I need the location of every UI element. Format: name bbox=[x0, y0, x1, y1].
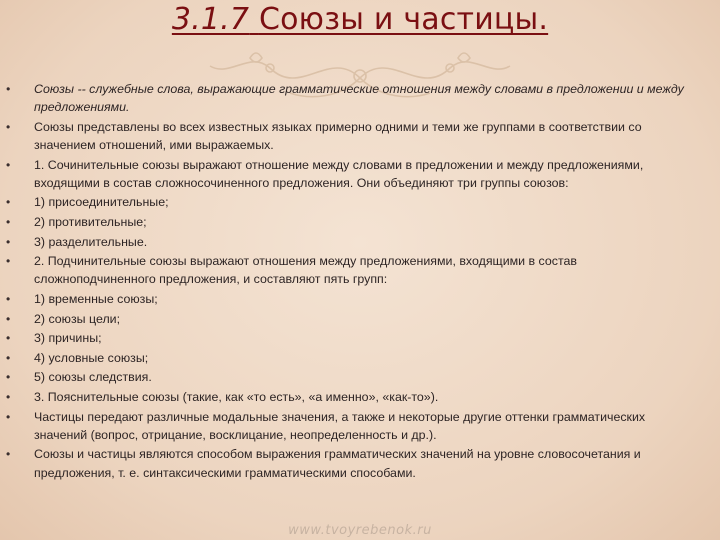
bullet-icon: • bbox=[6, 234, 11, 249]
list-item bbox=[0, 233, 720, 251]
list-item-text: 3) причины; bbox=[34, 331, 102, 346]
footer-watermark: www.tvoyrebenok.ru bbox=[288, 523, 432, 538]
list-item-text: Союзы представлены во всех известных языках примерно одними и теми же группами в соответствии со значением отношений, ими выражаемых. bbox=[34, 119, 642, 152]
list-item bbox=[0, 368, 720, 386]
bullet-icon: • bbox=[6, 311, 11, 326]
list-item-text: 1. Сочинительные союзы выражают отношение между словами в предложении и между предложениями, входящими в состав сложносочиненного предложения. Они объединяют три группы союзов: bbox=[34, 157, 644, 190]
bullet-icon: • bbox=[6, 82, 11, 96]
list-item bbox=[0, 156, 720, 192]
list-item bbox=[0, 290, 720, 308]
list-item-text: 4) условные союзы; bbox=[34, 350, 149, 365]
list-item bbox=[0, 349, 720, 367]
bullet-icon: • bbox=[6, 370, 11, 385]
bullet-icon: • bbox=[6, 157, 11, 172]
title-number: 3.1.7 bbox=[171, 2, 250, 37]
bullet-icon: • bbox=[6, 331, 11, 346]
bullet-icon: • bbox=[6, 409, 11, 424]
list-item-text: 3) разделительные. bbox=[34, 234, 148, 249]
list-item bbox=[0, 213, 720, 231]
list-item-text: 3. Пояснительные союзы (такие, как «то есть», «а именно», «как-то»). bbox=[34, 389, 439, 404]
list-item bbox=[0, 118, 720, 154]
list-item bbox=[0, 445, 720, 481]
bullet-icon: • bbox=[6, 350, 11, 365]
list-item-text: 2) противительные; bbox=[34, 214, 147, 229]
list-item-text: 2) союзы цели; bbox=[34, 311, 121, 326]
list-item-text: Союзы -- служебные слова, выражающие грамматические отношения между словами в предложении и между предложениями. bbox=[34, 82, 684, 115]
bullet-icon: • bbox=[6, 254, 11, 269]
list-item-text: Союзы и частицы являются способом выражения грамматических значений на уровне словосочетания и предложения, т. е. синтаксическими грамматическими способами. bbox=[34, 447, 641, 480]
title-text: Союзы и частицы. bbox=[258, 2, 549, 37]
list-item bbox=[0, 408, 720, 444]
list-item-text: 1) присоединительные; bbox=[34, 195, 169, 210]
bullet-icon: • bbox=[6, 214, 11, 229]
list-item bbox=[0, 329, 720, 347]
page-title bbox=[0, 2, 720, 37]
list-item-text: 2. Подчинительные союзы выражают отношения между предложениями, входящими в состав сложноподчиненного предложения, и составляют пять групп: bbox=[34, 254, 577, 287]
list-item bbox=[0, 80, 720, 116]
list-item-text: 1) временные союзы; bbox=[34, 291, 158, 306]
list-item bbox=[0, 252, 720, 288]
list-item bbox=[0, 193, 720, 211]
list-item-text: Частицы передают различные модальные значения, а также и некоторые другие оттенки грамматических значений (вопрос, отрицание, восклицание, неопределенность и др.). bbox=[34, 409, 646, 442]
bullet-icon: • bbox=[6, 291, 11, 306]
list-item bbox=[0, 388, 720, 406]
list-item bbox=[0, 310, 720, 328]
bullet-icon: • bbox=[6, 119, 11, 134]
bullet-icon: • bbox=[6, 389, 11, 404]
list-item-text: 5) союзы следствия. bbox=[34, 370, 152, 385]
bullet-icon: • bbox=[6, 447, 11, 462]
bullet-list bbox=[0, 80, 720, 483]
bullet-icon: • bbox=[6, 195, 11, 210]
